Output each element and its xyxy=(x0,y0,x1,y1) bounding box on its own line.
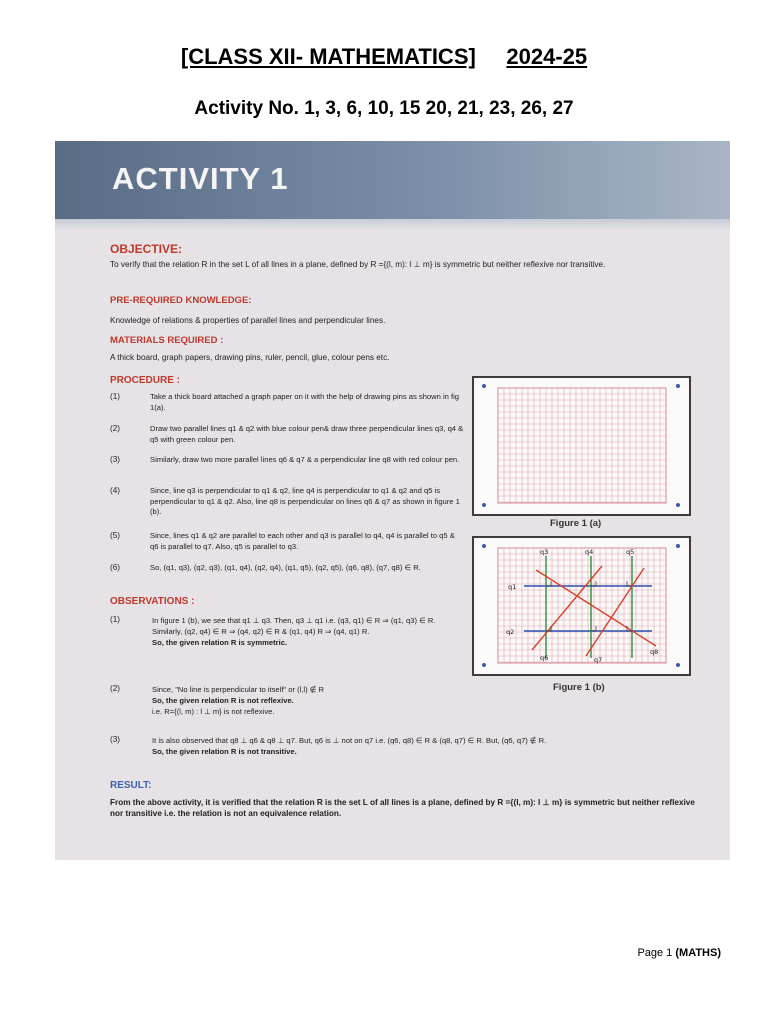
drawing-pin-icon xyxy=(482,384,486,388)
procedure-step: Since, line q3 is perpendicular to q1 & q2, line q4 is perpendicular to q1 & q2 and q5 is perpendicular to q1 & q2. Also, line q8 is perpendicular on lines q6 & q7 as shown in figure 1 (b). xyxy=(150,486,460,516)
observations-heading: OBSERVATIONS : xyxy=(110,596,195,607)
figure-1b-caption: Figure 1 (b) xyxy=(553,682,605,693)
procedure-step: Draw two parallel lines q1 & q2 with blue colour pen& draw three perpendicular lines q3, q4 & q5 with green colour pen. xyxy=(150,424,464,444)
header-title xyxy=(0,44,768,70)
observation-text xyxy=(152,735,712,757)
footer-subject: (MATHS) xyxy=(675,947,721,959)
procedure-number: (5) xyxy=(110,531,121,540)
observation-conclusion: So, the given relation R is not reflexive. xyxy=(152,696,294,705)
label-q8: q8 xyxy=(650,648,659,656)
graph-paper-grid xyxy=(474,378,689,514)
academic-year: 2024-25 xyxy=(506,44,588,69)
drawing-pin-icon xyxy=(676,503,680,507)
procedure-number: (3) xyxy=(110,455,121,464)
observation-body: In figure 1 (b), we see that q1 ⊥ q3. Then, q3 ⊥ q1 i.e. (q3, q1) ∈ R ⇒ (q1, q3) ∈ R. Similarly, (q2, q4) ∈ R ⇒ (q4, q2) ∈ R & (q1, q4) R ⇒ (q4, q1) R. xyxy=(152,616,436,636)
observation-text xyxy=(152,615,457,648)
activity-heading: ACTIVITY 1 xyxy=(112,161,289,196)
figure-1a xyxy=(472,376,691,516)
procedure-heading: PROCEDURE : xyxy=(110,375,181,386)
observation-number: (2) xyxy=(110,684,121,693)
procedure-number: (4) xyxy=(110,486,121,495)
page-footer xyxy=(637,947,721,959)
page-number: Page 1 xyxy=(637,947,673,959)
result-heading: RESULT: xyxy=(110,780,152,791)
objective-text: To verify that the relation R in the set L of all lines in a plane, defined by R ={(l, m): l ⊥ m} is symmetric but neither reflexive nor transitive. xyxy=(110,260,606,269)
drawing-pin-icon xyxy=(676,384,680,388)
materials-heading: MATERIALS REQUIRED : xyxy=(110,335,224,346)
procedure-step: Take a thick board attached a graph paper on it with the help of drawing pins as shown in fig 1(a). xyxy=(150,392,460,412)
activity-banner xyxy=(55,141,730,219)
procedure-step: So, (q1, q3), (q2, q3), (q1, q4), (q2, q4), (q1, q5), (q2, q5), (q6, q8), (q7, q8) ∈ R. xyxy=(150,563,421,572)
observation-body: It is also observed that q8 ⊥ q6 & q8 ⊥ q7. But, q6 is ⊥ not on q7 i.e. (q6, q8) ∈ R & (q8, q7) ∈ R. But, (q6, q7) ∉ R. xyxy=(152,736,547,745)
procedure-number: (1) xyxy=(110,392,121,401)
class-title: [CLASS XII- MATHEMATICS] xyxy=(180,44,476,69)
label-q3: q3 xyxy=(540,548,549,556)
drawing-pin-icon xyxy=(482,544,486,548)
activity-list: Activity No. 1, 3, 6, 10, 15 20, 21, 23, 26, 27 xyxy=(194,98,574,119)
observation-conclusion: So, the given relation R is not transitive. xyxy=(152,747,297,756)
procedure-step: Similarly, draw two more parallel lines q6 & q7 & a perpendicular line q8 with red colour pen. xyxy=(150,455,460,464)
label-q4: q4 xyxy=(585,548,594,556)
scanned-page xyxy=(55,141,730,860)
label-q7: q7 xyxy=(594,656,603,664)
materials-text: A thick board, graph papers, drawing pins, ruler, pencil, glue, colour pens etc. xyxy=(110,353,390,362)
label-q6: q6 xyxy=(540,654,549,662)
observation-text xyxy=(152,684,457,717)
prereq-text: Knowledge of relations & properties of parallel lines and perpendicular lines. xyxy=(110,316,386,325)
observation-number: (1) xyxy=(110,615,121,624)
figure-1b-drawing xyxy=(474,538,689,674)
procedure-step: Since, lines q1 & q2 are parallel to each other and q3 is parallel to q4, q4 is parallel to q5 & q6 is parallel to q7. Also, q5 is parallel to q3. xyxy=(150,531,455,551)
observation-extra: i.e. R={(l, m) : l ⊥ m} is not reflexive. xyxy=(152,707,275,716)
drawing-pin-icon xyxy=(676,663,680,667)
drawing-pin-icon xyxy=(676,544,680,548)
drawing-pin-icon xyxy=(482,503,486,507)
label-q2: q2 xyxy=(506,628,515,636)
observation-body: Since, "No line is perpendicular to itself" or (l,l) ∉ R xyxy=(152,685,324,694)
figure-1a-caption: Figure 1 (a) xyxy=(550,518,602,529)
banner-shadow xyxy=(55,219,730,231)
observation-conclusion: So, the given relation R is symmetric. xyxy=(152,638,288,647)
line-q7 xyxy=(586,568,644,656)
procedure-number: (2) xyxy=(110,424,121,433)
result-text: From the above activity, it is verified that the relation R is the set L of all lines is a plane, defined by R ={(l, m): l ⊥ m} is symmetric but neither reflexive nor transitive i.e. the relation is not an equivalence relation. xyxy=(110,798,695,818)
prereq-heading: PRE-REQUIRED KNOWLEDGE: xyxy=(110,295,252,306)
observation-number: (3) xyxy=(110,735,121,744)
procedure-number: (6) xyxy=(110,563,121,572)
label-q1: q1 xyxy=(508,583,517,591)
label-q5: q5 xyxy=(626,548,635,556)
objective-heading: OBJECTIVE: xyxy=(110,242,183,256)
figure-1b xyxy=(472,536,691,676)
drawing-pin-icon xyxy=(482,663,486,667)
